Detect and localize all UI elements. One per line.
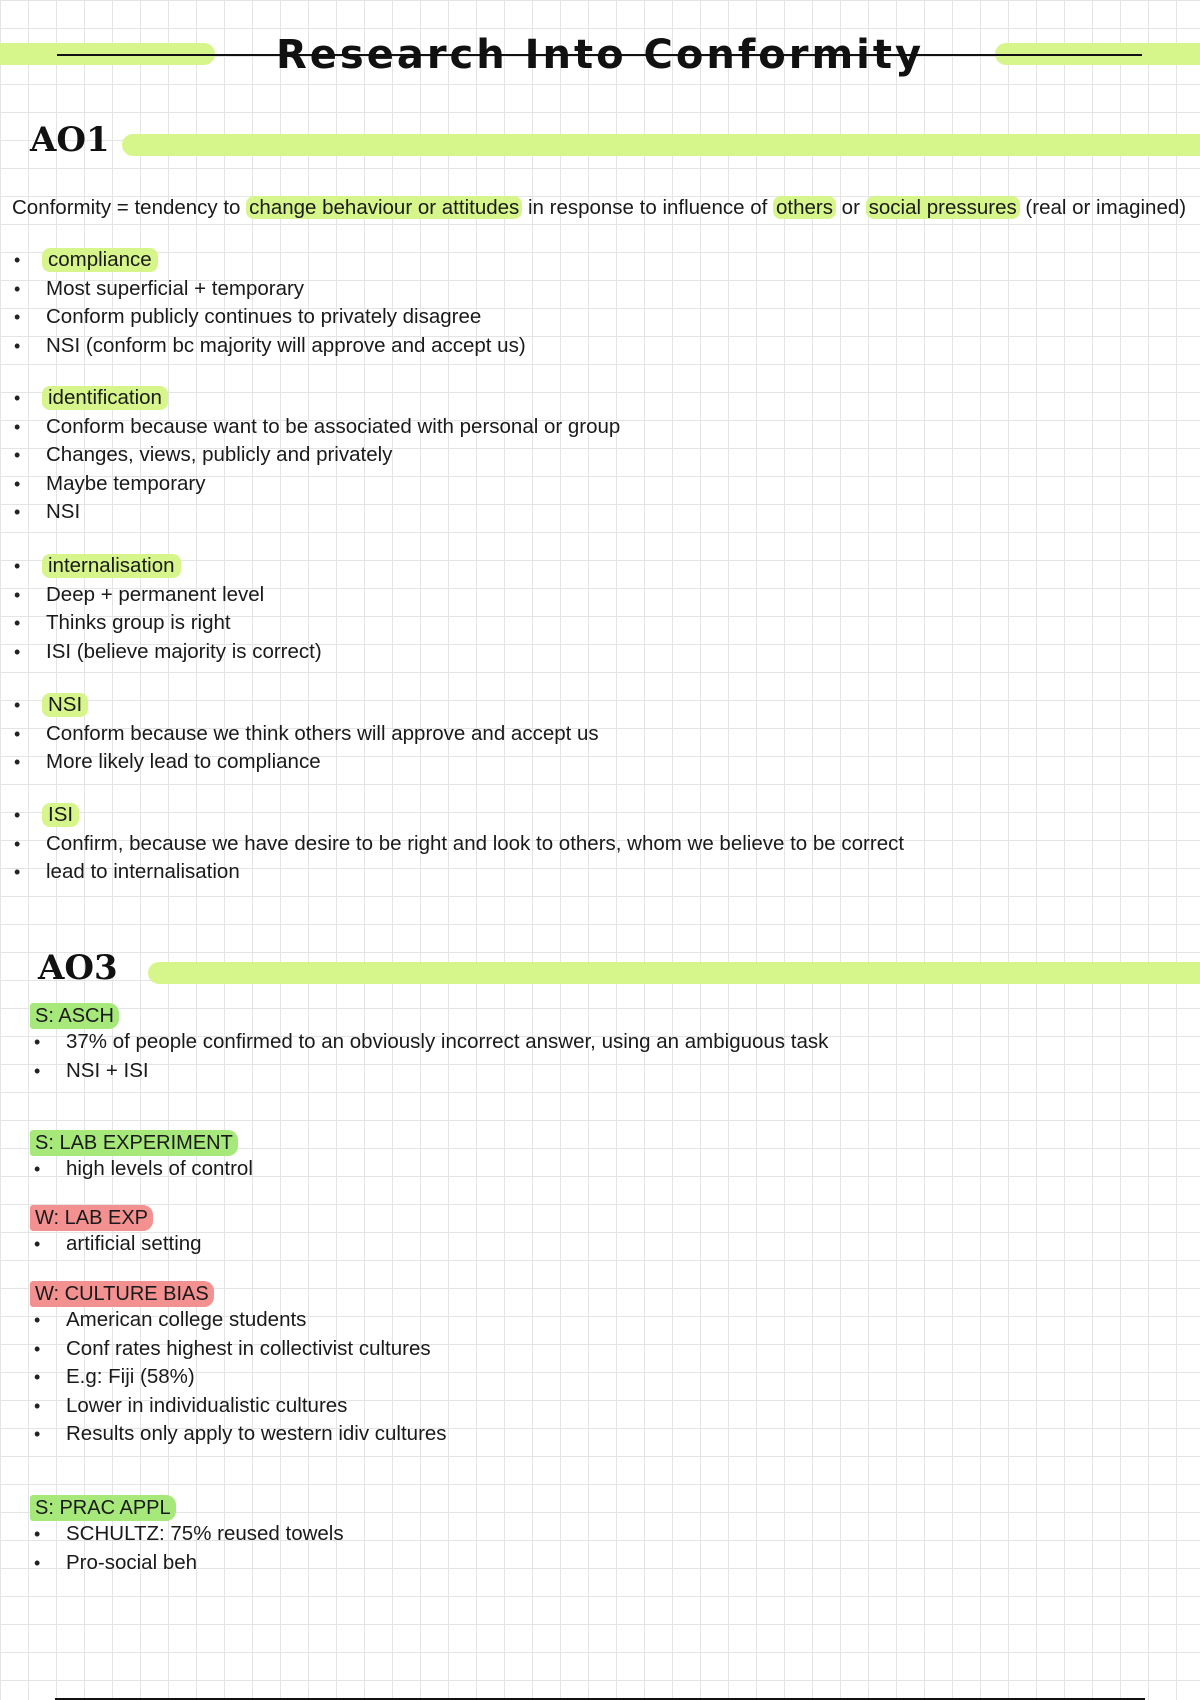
section-label-strength: S: LAB EXPERIMENT	[30, 1130, 238, 1156]
list-item	[12, 246, 526, 275]
group-heading: NSI	[42, 693, 88, 717]
section-label-weakness: W: LAB EXP	[30, 1205, 153, 1231]
asch-list	[30, 1028, 828, 1085]
list-item: • More likely lead to compliance	[12, 748, 599, 777]
list-item: • ISI (believe majority is correct)	[12, 638, 322, 667]
list-item: • Conform because we think others will approve and accept us	[12, 720, 599, 749]
group-heading: ISI	[42, 803, 79, 827]
ao3-heading: AO3	[38, 948, 118, 988]
group-heading: compliance	[42, 248, 158, 272]
list-item: • 37% of people confirmed to an obviously incorrect answer, using an ambiguous task	[30, 1028, 828, 1057]
list-item: • Most superficial + temporary	[12, 275, 526, 304]
title-banner	[0, 30, 1200, 80]
isi-list	[12, 801, 904, 887]
page-title: Research Into Conformity	[275, 32, 925, 78]
list-item: • Thinks group is right	[12, 609, 322, 638]
nsi-list	[12, 691, 599, 777]
definition-highlight: change behaviour or attitudes	[246, 196, 522, 219]
list-item: • Results only apply to western idiv cultures	[30, 1420, 447, 1449]
list-item: • NSI (conform bc majority will approve and accept us)	[12, 332, 526, 361]
section-label-strength: S: ASCH	[30, 1003, 119, 1029]
list-item: • American college students	[30, 1306, 447, 1335]
list-item: • E.g: Fiji (58%)	[30, 1363, 447, 1392]
ao3-heading-highlight	[148, 962, 1200, 984]
lab-experiment-list	[30, 1155, 253, 1184]
list-item: • Conform because want to be associated with personal or group	[12, 413, 620, 442]
list-item: • Changes, views, publicly and privately	[12, 441, 620, 470]
group-heading: internalisation	[42, 554, 181, 578]
list-item	[12, 552, 322, 581]
culture-bias-list	[30, 1306, 447, 1449]
definition-highlight: social pressures	[866, 196, 1020, 219]
group-heading: identification	[42, 386, 168, 410]
identification-list	[12, 384, 620, 527]
list-item	[12, 384, 620, 413]
list-item: • Deep + permanent level	[12, 581, 322, 610]
ao1-heading: AO1	[30, 120, 110, 160]
lab-exp-weakness-list	[30, 1230, 202, 1259]
list-item: • SCHULTZ: 75% reused towels	[30, 1520, 344, 1549]
list-item: • Conform publicly continues to privately disagree	[12, 303, 526, 332]
internalisation-list	[12, 552, 322, 666]
list-item: • lead to internalisation	[12, 858, 904, 887]
conformity-definition: Conformity = tendency to change behaviour or attitudes in response to influence of others or social pressures (real or imagined)	[12, 196, 1187, 219]
list-item: • Pro-social beh	[30, 1549, 344, 1578]
ao1-heading-highlight	[122, 134, 1200, 156]
list-item	[12, 691, 599, 720]
list-item: • Confirm, because we have desire to be right and look to others, whom we believe to be correct	[12, 830, 904, 859]
compliance-list	[12, 246, 526, 360]
section-label-strength: S: PRAC APPL	[30, 1495, 176, 1521]
list-item: • Maybe temporary	[12, 470, 620, 499]
list-item: • Conf rates highest in collectivist cultures	[30, 1335, 447, 1364]
list-item: • NSI + ISI	[30, 1057, 828, 1086]
definition-highlight: others	[773, 196, 836, 219]
list-item: • artificial setting	[30, 1230, 202, 1259]
list-item: • Lower in individualistic cultures	[30, 1392, 447, 1421]
list-item: • NSI	[12, 498, 620, 527]
section-label-weakness: W: CULTURE BIAS	[30, 1281, 214, 1307]
practical-application-list	[30, 1520, 344, 1577]
list-item	[12, 801, 904, 830]
list-item: • high levels of control	[30, 1155, 253, 1184]
